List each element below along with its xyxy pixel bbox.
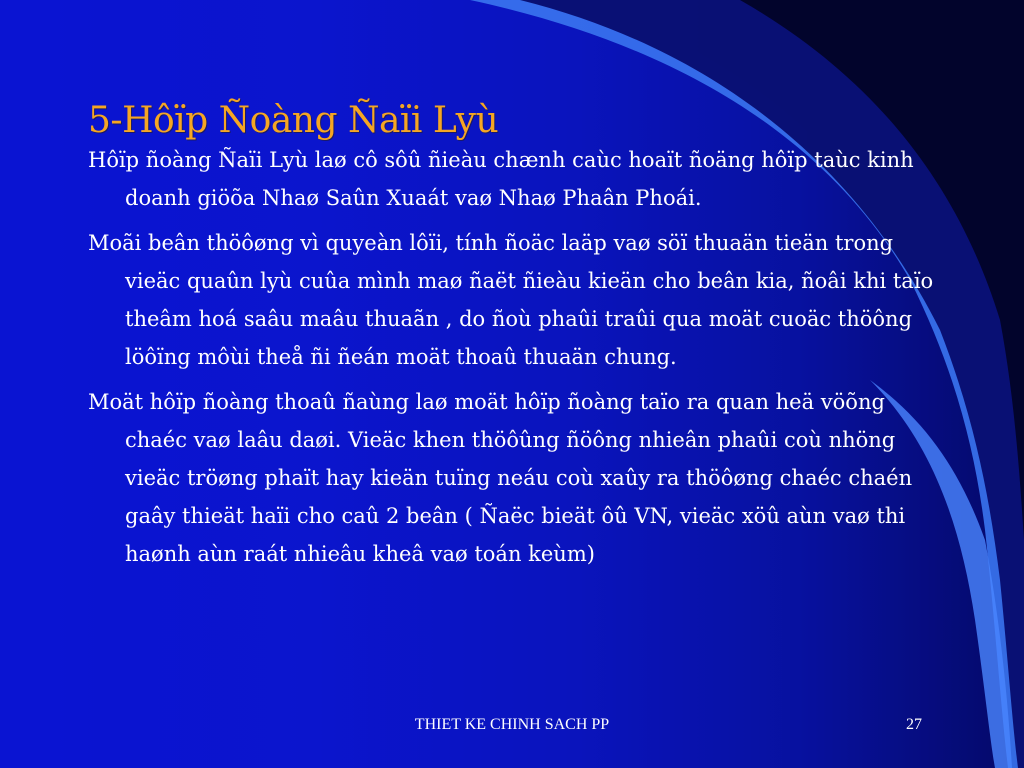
paragraph: Moãi beân thöôøng vì quyeàn lôïi, tính ñoäc laäp vaø söï thuaän tieän trong vieäc quaûn lyù cuûa mình maø ñaët ñieàu kieän cho beân kia, ñoâi khi taïo theâm hoá saâu maâu thuaãn , do ñoù phaûi traûi qua moät cuoäc thöông löôïng môùi theå ñi ñeán moät thoaû thuaän chung. xyxy=(88,231,934,369)
paragraph: Hôïp ñoàng Ñaïi Lyù laø cô sôû ñieàu chænh caùc hoaït ñoäng hôïp taùc kinh doanh giöõa Nhaø Saûn Xuaát vaø Nhaø Phaân Phoái. xyxy=(88,148,914,210)
footer-text: THIET KE CHINH SACH PP xyxy=(414,716,610,733)
slide-body xyxy=(88,141,948,580)
page-number: 27 xyxy=(906,716,922,733)
paragraph: Moät hôïp ñoàng thoaû ñaùng laø moät hôïp ñoàng taïo ra quan heä vöõng chaéc vaø laâu daøi. Vieäc khen thöôûng ñöông nhieân phaûi coù nhöng vieäc tröøng phaït hay kieän tuïng neáu coù xaûy ra thöôøng chaéc chaén gaây thieät haïi cho caû 2 beân ( Ñaëc bieät ôû VN, vieäc xöû aùn vaø thi haønh aùn raát nhieâu kheâ vaø toán keùm) xyxy=(88,390,913,566)
slide-title: 5-Hôïp Ñoàng Ñaïi Lyù xyxy=(88,100,499,141)
